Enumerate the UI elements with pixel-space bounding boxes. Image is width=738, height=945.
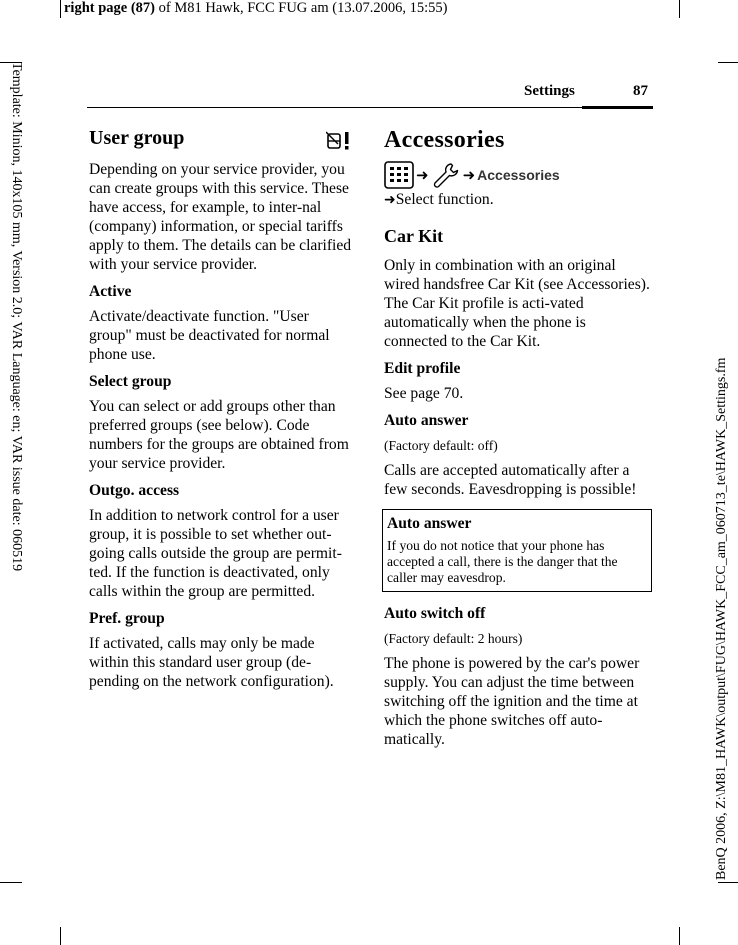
item-heading: Outgo. access (89, 482, 180, 499)
item-heading: Active (89, 283, 132, 300)
page-number: 87 (633, 83, 648, 99)
crop-mark (718, 882, 738, 883)
print-header (64, 0, 447, 17)
accessories-title: Accessories (384, 127, 505, 153)
header-rule (87, 107, 653, 108)
file-path-info: BenQ 2006, Z:\M81_HAWK\output\FUG\HAWK_FCC_am_060713_te\HAWK_Settings.fm (714, 357, 729, 880)
note-title: Auto answer (387, 515, 472, 532)
menu-grid-icon (384, 161, 414, 189)
auto-switch-off-heading: Auto switch off (384, 605, 486, 622)
header-rule-accent (582, 106, 653, 109)
crop-mark (0, 882, 22, 883)
wrench-icon (431, 161, 461, 189)
crop-mark (679, 0, 680, 18)
path-arrow: ➜ (384, 192, 396, 208)
accessories-menu-label: Accessories (477, 166, 560, 183)
auto-answer-note (382, 509, 652, 592)
menu-path (384, 160, 652, 190)
path-action: Select function. (395, 191, 494, 208)
left-column (89, 126, 355, 699)
auto-switch-off-text: The phone is powered by the car's power supply. You can adjust the time between switching off the ignition and the time at which the phone switches off auto-matically. (384, 655, 640, 748)
user-group-title: User group (89, 127, 185, 149)
path-arrow: ➜ (462, 165, 476, 184)
auto-answer-text: Calls are accepted automatically after a few seconds. Eavesdropping is possible! (384, 462, 637, 498)
path-arrow: ➜ (416, 165, 429, 184)
right-column (384, 126, 652, 757)
edit-profile-heading: Edit profile (384, 360, 461, 377)
print-header-info: of M81 Hawk, FCC FUG am (13.07.2006, 15:55) (155, 0, 448, 16)
edit-profile-text: See page 70. (384, 385, 464, 402)
auto-answer-heading: Auto answer (384, 412, 469, 429)
provider-dependent-icon (326, 130, 354, 152)
network-service-icons (326, 130, 354, 157)
crop-mark (60, 927, 61, 945)
crop-mark (679, 927, 680, 945)
item-text: If activated, calls may only be made within this standard user group (de-pending on the network configuration). (89, 635, 334, 690)
user-group-intro: Depending on your service provider, you can create groups with this service. These have access, for example, to inter-nal (company) information, or special tariffs apply to them. The details can be clarified with your service provider. (89, 161, 352, 273)
car-kit-title: Car Kit (384, 226, 444, 246)
item-heading: Pref. group (89, 610, 165, 627)
item-heading: Select group (89, 373, 172, 390)
item-text: You can select or add groups other than preferred groups (see below). Code numbers for the groups are obtained from your service provider. (89, 398, 349, 472)
note-text: If you do not notice that your phone has accepted a call, there is the danger that the caller may eavesdrop. (387, 538, 618, 585)
running-head-section: Settings (524, 83, 575, 99)
car-kit-intro: Only in combination with an original wired handsfree Car Kit (see Accessories). The Car Kit profile is acti-vated automatically when the phone is connected to the Car Kit. (384, 257, 650, 350)
template-info: Template: Minion, 140x105 mm, Version 2.0; VAR Language: en; VAR issue date: 060519 (9, 62, 24, 572)
crop-mark (718, 62, 738, 63)
print-header-page: right page (87) (64, 0, 156, 16)
auto-switch-off-default: (Factory default: 2 hours) (384, 631, 523, 646)
auto-answer-default: (Factory default: off) (384, 438, 498, 453)
crop-mark (60, 0, 61, 18)
item-text: In addition to network control for a user group, it is possible to set whether out-going calls outside the group are permit-ted. If the function is deactivated, only calls within the group are permitted. (89, 507, 342, 600)
item-text: Activate/deactivate function. "User group" must be deactivated for normal phone use. (89, 308, 330, 363)
path-action-line (384, 190, 652, 210)
